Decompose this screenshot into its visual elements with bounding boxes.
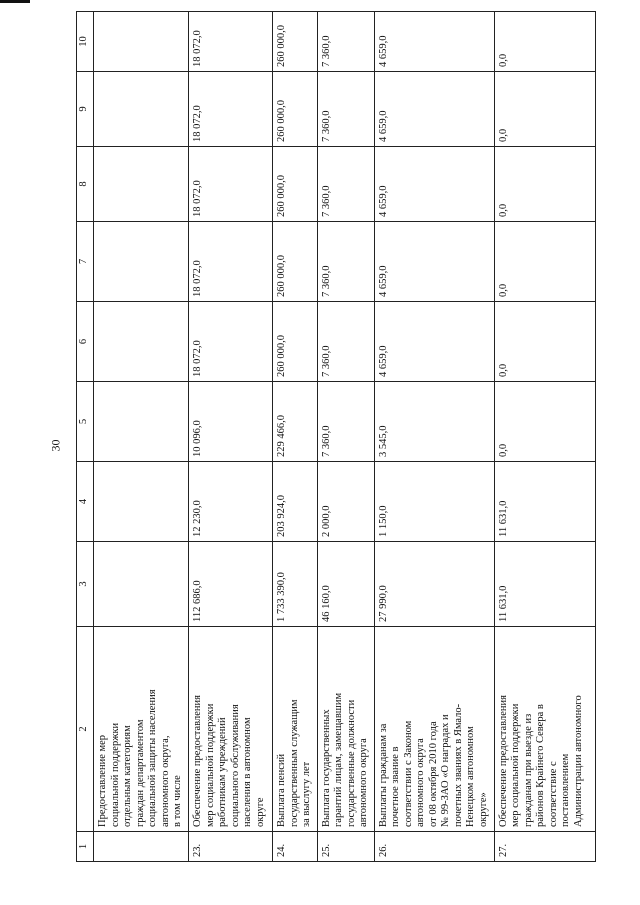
value-cell: 7 360,0	[317, 12, 374, 72]
header-cell: 7	[77, 222, 94, 302]
value-cell: 11 631,0	[494, 542, 596, 627]
header-cell: 2	[77, 627, 94, 832]
value-cell: 7 360,0	[317, 302, 374, 382]
header-cell: 6	[77, 302, 94, 382]
row-number-cell: 26.	[374, 832, 494, 862]
value-cell: 4 659,0	[374, 222, 494, 302]
value-cell: 7 360,0	[317, 147, 374, 222]
value-cell: 229 466,0	[273, 382, 318, 462]
row-name-cell: Выплата государственных гарантий лицам, замещавшим государственные должности автономного округа	[317, 627, 374, 832]
table-row	[273, 12, 318, 862]
value-cell: 0,0	[494, 302, 596, 382]
row-name-cell: Выплаты гражданам за почетное звание в соответствии с Законом автономного округа от 08 октября 2010 года № 99-ЗАО «О наградах и почетных званиях в Ямало- Ненецком автономном округе»	[374, 627, 494, 832]
value-cell: 4 659,0	[374, 72, 494, 147]
value-cell: 18 072,0	[189, 12, 273, 72]
header-cell: 10	[77, 12, 94, 72]
header-cell: 3	[77, 542, 94, 627]
value-cell: 0,0	[494, 382, 596, 462]
value-cell: 112 686,0	[189, 542, 273, 627]
page-number: 30	[48, 439, 63, 452]
value-cell: 7 360,0	[317, 222, 374, 302]
value-cell: 3 545,0	[374, 382, 494, 462]
rotated-sheet	[76, 12, 596, 862]
value-cell	[94, 302, 189, 382]
header-cell: 8	[77, 147, 94, 222]
row-number-cell	[94, 832, 189, 862]
value-cell: 18 072,0	[189, 302, 273, 382]
value-cell: 18 072,0	[189, 222, 273, 302]
value-cell	[94, 462, 189, 542]
row-name-cell: Выплата пенсий государственным служащим за выслугу лет	[273, 627, 318, 832]
value-cell: 7 360,0	[317, 382, 374, 462]
table-row	[189, 12, 273, 862]
value-cell	[94, 12, 189, 72]
table-row	[374, 12, 494, 862]
value-cell: 260 000,0	[273, 12, 318, 72]
value-cell: 260 000,0	[273, 72, 318, 147]
value-cell: 4 659,0	[374, 302, 494, 382]
value-cell	[94, 382, 189, 462]
value-cell: 0,0	[494, 147, 596, 222]
value-cell	[94, 72, 189, 147]
value-cell: 11 631,0	[494, 462, 596, 542]
value-cell: 0,0	[494, 222, 596, 302]
row-number-cell: 23.	[189, 832, 273, 862]
header-cell: 4	[77, 462, 94, 542]
table-row	[94, 12, 189, 862]
value-cell	[94, 222, 189, 302]
row-name-cell: Обеспечение предоставления мер социальной поддержки гражданам при выезде из районов Крайнего Севера в соответствие с постановлением Администрации автономного	[494, 627, 596, 832]
header-cell: 1	[77, 832, 94, 862]
header-cell: 5	[77, 382, 94, 462]
value-cell: 27 990,0	[374, 542, 494, 627]
corner-mark	[0, 0, 30, 3]
value-cell: 10 096,0	[189, 382, 273, 462]
row-name-cell: Обеспечение предоставления мер социальной поддержки работникам учреждений социального обслуживания населения в автономном округе	[189, 627, 273, 832]
row-number-cell: 27.	[494, 832, 596, 862]
table-row	[317, 12, 374, 862]
value-cell: 0,0	[494, 12, 596, 72]
value-cell: 260 000,0	[273, 147, 318, 222]
header-cell: 9	[77, 72, 94, 147]
budget-table	[76, 11, 596, 862]
value-cell: 1 733 390,0	[273, 542, 318, 627]
value-cell: 2 000,0	[317, 462, 374, 542]
value-cell: 4 659,0	[374, 147, 494, 222]
table-row	[494, 12, 596, 862]
value-cell: 0,0	[494, 72, 596, 147]
value-cell: 18 072,0	[189, 147, 273, 222]
value-cell: 4 659,0	[374, 12, 494, 72]
row-name-cell: Предоставление мер социальной поддержки отдельным категориям граждан департаментом социальной защиты населения автономного округа, в том числе	[94, 627, 189, 832]
value-cell: 12 230,0	[189, 462, 273, 542]
row-number-cell: 24.	[273, 832, 318, 862]
value-cell: 46 160,0	[317, 542, 374, 627]
header-row	[77, 12, 94, 862]
value-cell: 7 360,0	[317, 72, 374, 147]
value-cell	[94, 542, 189, 627]
value-cell: 260 000,0	[273, 302, 318, 382]
row-number-cell: 25.	[317, 832, 374, 862]
value-cell: 18 072,0	[189, 72, 273, 147]
value-cell: 260 000,0	[273, 222, 318, 302]
value-cell: 1 150,0	[374, 462, 494, 542]
value-cell	[94, 147, 189, 222]
value-cell: 203 924,0	[273, 462, 318, 542]
